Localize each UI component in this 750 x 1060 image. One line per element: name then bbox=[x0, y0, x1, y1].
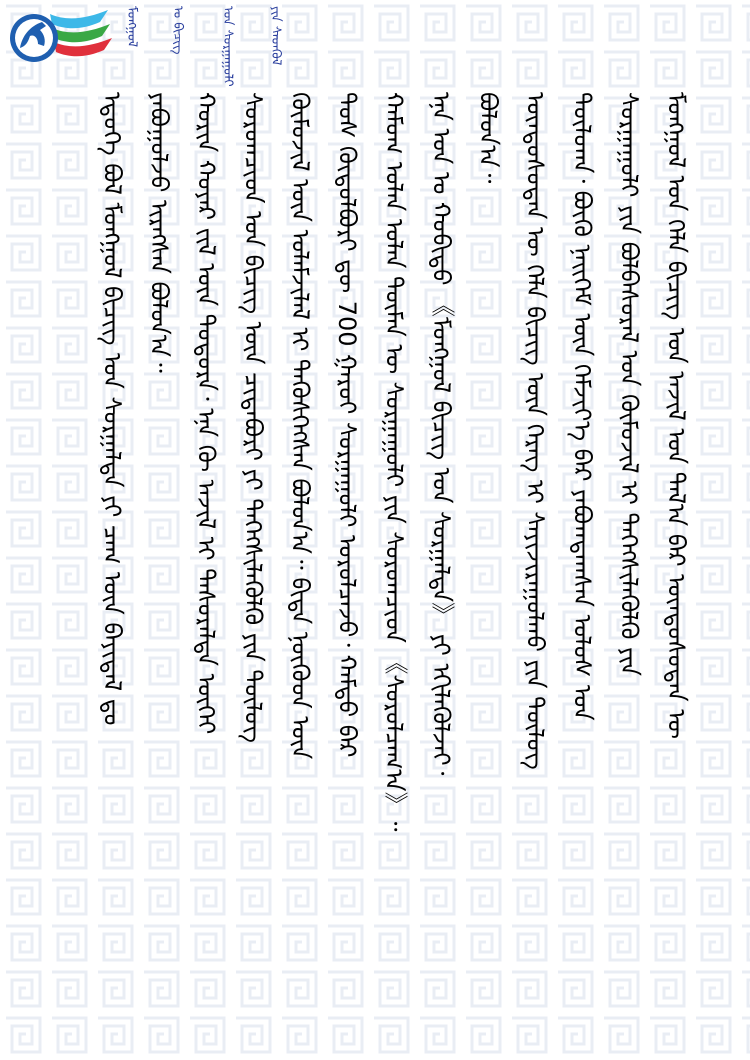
brand-line: ᠤ ᠪᠢᠴᠢᠭ bbox=[170, 6, 185, 55]
text-column: ᠬᠣᠷᠢᠨ ᠬᠣᠶᠠᠷ ᠵᠢᠯ ᠦᠨ ᠳᠣᠲᠣᠷᠠ᠂ ᠡᠨᠡ ᠬᠦ ᠠᠵᠢᠯ ᠢ ᠲᠠᠰᠤᠷᠠᠯᠲᠠ ᠦᠭᠡᠢ bbox=[192, 92, 220, 735]
text-column: ᠲᠥᠯᠦᠭ᠍ᠡ᠂ ᠪᠦᠬᠦ ᠨᠡᠢᠭᠡᠮ ᠦᠨ ᠬᠡᠮᠵᠢᠶ᠎ᠡ ᠪᠡᠷ ᠶᠠᠪᠤᠭᠳᠠᠭᠰᠠᠨ ᠤᠯᠤᠰ ᠤᠨ bbox=[568, 92, 596, 721]
article-body bbox=[52, 92, 702, 992]
text-column: ᠮᠣᠩᠭᠣᠯ ᠤᠨ ᠬᠡᠯᠡ ᠪᠢᠴᠢᠭ ᠤᠨ ᠠᠵᠢᠯ ᠤᠨ ᠲᠠᠯ᠎ᠠ ᠪᠠᠷ ᠦᠨᠳᠦᠰᠦᠲᠡᠨ ᠦ bbox=[662, 92, 690, 739]
brand-name bbox=[123, 6, 303, 92]
text-column: ᠡᠳᠦᠭᠡ ᠪᠣᠯ ᠮᠣᠩᠭᠣᠯ ᠪᠢᠴᠢᠭ ᠤᠨ ᠰᠤᠷᠭᠠᠯᠲᠠ ᠶᠢ ᠴᠠᠭ ᠦᠨ ᠪᠠᠶᠢᠳᠠᠯ ᠳᠤ bbox=[98, 92, 126, 726]
brand-line: ᠶᠢᠨ ᠰᠡᠳᠬᠦᠯ bbox=[268, 6, 283, 66]
text-column: ᠬᠦᠮᠦᠵᠢᠯ ᠦᠨ ᠤᠯᠠᠮᠵᠢᠯᠠᠯ ᠢ ᠲᠡᠭᠦᠰᠬᠡᠭᠰᠡᠨ ᠪᠣᠯᠤᠨ᠎ᠠ᠃ ᠪᠢᠳᠡ ᠨᠦᠭᠦᠳ ᠦᠨ bbox=[286, 92, 314, 760]
text-column: ᠪᠣᠯᠤᠨ᠎ᠠ᠃ bbox=[474, 92, 502, 184]
header bbox=[8, 4, 308, 94]
text-column: ᠦᠨᠳᠦᠰᠦᠲᠡᠨ ᠦ ᠬᠡᠯᠡ ᠪᠢᠴᠢᠭ ᠦᠨ ᠬᠡᠷᠡᠭ ᠢ ᠰᠠᠶᠢᠵᠢᠷᠠᠭᠤᠯᠬᠤ ᠶᠢᠨ ᠲᠥᠯᠦᠭ bbox=[521, 92, 549, 770]
text-column: ᠶᠠᠪᠤᠭᠤᠯᠵᠤ ᠢᠷᠡᠭᠰᠡᠨ ᠪᠣᠯᠤᠨ᠎ᠠ᠃ bbox=[145, 92, 173, 373]
text-column: ᠬᠠᠮᠤᠭ ᠤᠯᠠᠨ ᠣᠯᠠᠨ ᠲᠦᠮᠡᠨ ᠦ ᠰᠤᠷᠭᠠᠭᠤᠯᠢ ᠶᠢᠨ ᠰᠤᠷᠤᠭᠴᠢᠳ 《ᠰᠤᠷᠤᠯᠴᠠᠭ᠎ᠠ》᠃ bbox=[380, 92, 408, 832]
brand-line: ᠤᠨ ᠰᠤᠷᠭᠠᠭᠤᠯᠢ bbox=[220, 6, 235, 87]
horse-emblem-icon bbox=[8, 4, 118, 74]
text-column: ᠲᠤᠰ ᠬᠥᠲᠦᠯᠪᠦᠷᠢ ᠳᠦ 700 ᠭᠠᠷᠤᠢ ᠰᠤᠷᠭᠠᠭᠤᠯᠢ ᠣᠷᠤᠯᠴᠠᠵᠤ᠂ ᠬᠠᠮᠲᠤ ᠪᠠᠷ bbox=[333, 92, 361, 758]
text-column: ᠰᠤᠷᠤᠭᠴᠢᠳ ᠤᠨ ᠪᠢᠴᠢᠭ ᠦᠨ ᠴᠢᠳᠠᠪᠤᠷᠢ ᠶᠢ ᠳᠡᠭᠡᠭᠰᠢᠯᠡᠭᠦᠯᠬᠦ ᠶᠢᠨ ᠲᠥᠯᠦᠭ bbox=[239, 92, 267, 743]
text-column: ᠰᠤᠷᠭᠠᠭᠤᠯᠢ ᠶᠢᠨ ᠪᠣᠯᠪᠠᠰᠤᠷᠠᠯ ᠤᠨ ᠬᠦᠮᠦᠵᠢᠯ ᠢ ᠳᠡᠭᠡᠭᠰᠢᠯᠡᠭᠦᠯᠬᠦ ᠶᠢᠨ bbox=[615, 92, 643, 676]
brand-line: ᠮᠣᠩᠭᠣᠯ bbox=[124, 6, 139, 48]
text-column: ᠡᠨᠡ ᠣᠨ ᠤ ᠬᠤᠪᠢᠳᠤ 《ᠮᠣᠩᠭᠣᠯ ᠪᠢᠴᠢᠭ ᠤᠨ ᠰᠤᠷᠭᠠᠯᠲᠠ》 ᠶᠢ ᠡᠬᠢᠯᠡᠭᠦᠯᠵᠡᠢ᠂ bbox=[427, 92, 455, 776]
